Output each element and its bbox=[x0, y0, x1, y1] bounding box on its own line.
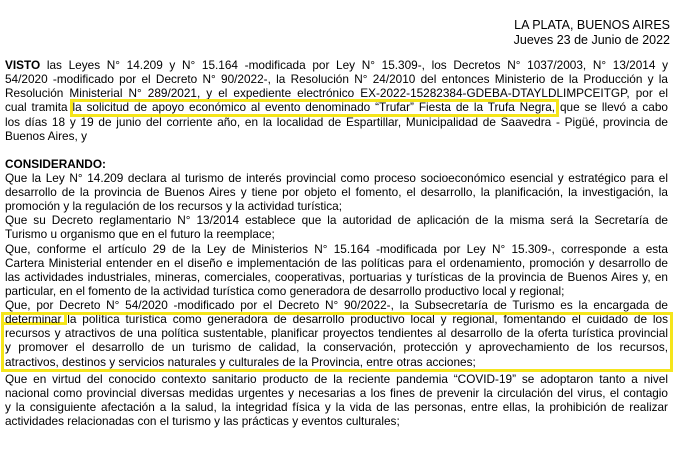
considerando-line: determinar la política turística como generadora de desarrollo productivo local y regional, fomentando el cuidado de los bbox=[5, 312, 668, 326]
visto-label: VISTO bbox=[5, 58, 41, 72]
considerando-line: Que, conforme el artículo 29 de la Ley de Ministerios N° 15.164 -modificada por Ley N° 15.309-, corresponde a esta bbox=[5, 242, 668, 256]
considerando-line: y promover el desarrollo de un turismo de calidad, la conservación, protección y aprovechamiento de los recursos, bbox=[5, 340, 668, 354]
considerando-line: nacional como provincial diversas medidas urgentes y necesarias a los fines de prevenir la circulación del virus, el contagio bbox=[5, 386, 668, 400]
visto-line: 54/2020 -modificado por el Decreto N° 90/2022-, la Resolución N° 24/2010 del entonces Ministerio de la Producción y la bbox=[5, 72, 668, 86]
visto-line: Buenos Aires, y bbox=[5, 129, 87, 143]
document-header bbox=[514, 18, 670, 48]
considerando-line: Que su Decreto reglamentario N° 13/2014 establece que la autoridad de aplicación de la misma será la Secretaría de bbox=[5, 213, 668, 227]
considerando-line: promoción y la regulación de los recursos y la actividad turística; bbox=[5, 199, 343, 213]
visto-line: Resolución Ministerial N° 289/2021, y el expediente electrónico EX-2022-15282384-GDEBA-DTAYLDLIMPCEITGP, por el bbox=[5, 86, 668, 100]
considerando-heading: CONSIDERANDO: bbox=[5, 157, 106, 171]
visto-line bbox=[5, 59, 668, 72]
considerando-line: particular, en el fomento de la actividad turística como generadora de desarrollo productivo local y regional; bbox=[5, 284, 565, 298]
considerando-line: Turismo u organismo que en el futuro la reemplace; bbox=[5, 227, 275, 241]
header-place: LA PLATA, BUENOS AIRES bbox=[514, 18, 670, 32]
considerando-line: Que en virtud del conocido contexto sanitario producto de la reciente pandemia “COVID-19” se adoptaron tanto a nivel bbox=[5, 372, 668, 386]
considerando-line: Que la Ley N° 14.209 declara al turismo de interés provincial como proceso socioeconómico esencial y estratégico para el bbox=[5, 171, 668, 185]
visto-line-text: las Leyes N° 14.209 y N° 15.164 -modificada por Ley N° 15.309-, los Decretos N° 1037/2003, N° 13/2014 y bbox=[40, 58, 668, 72]
considerando-line: las actividades industriales, mineras, comerciales, cooperativas, portuarias y turísticas de la provincia de Buenos Aires y, en bbox=[5, 270, 668, 284]
considerando-line: desarrollo de la provincia de Buenos Aires y tiene por objeto el fomento, el desarrollo, la planificación, la investigación, la bbox=[5, 185, 668, 199]
visto-line: cual tramita la solicitud de apoyo económico al evento denominado “Trufar” Fiesta de la Trufa Negra, que se llevó a cabo bbox=[5, 100, 668, 114]
considerando-line: atractivos, destinos y servicios naturales y culturales de la Provincia, entre otras acciones; bbox=[5, 355, 476, 369]
considerando-line: Que, por Decreto N° 54/2020 -modificado por el Decreto N° 90/2022-, la Subsecretaría de Turismo es la encargada de bbox=[5, 298, 668, 312]
considerando-line: recursos y atractivos de una política sustentable, planificar proyectos tendientes al desarrollo de la oferta turística provincial bbox=[5, 326, 668, 340]
visto-line: los días 18 y 19 de junio del corriente año, en la localidad de Espartillar, Municipalidad de Saavedra - Pigüé, provincia de bbox=[5, 115, 668, 129]
considerando-line: y la consiguiente afectación a la salud, la integridad física y la vida de las personas, entre ellas, la prohibición de realizar bbox=[5, 400, 668, 414]
considerando-line: Cartera Ministerial entender en el diseño e implementación de las políticas para el ordenamiento, promoción y desarrollo de bbox=[5, 256, 668, 270]
considerando-line: actividades relacionadas con el turismo y las prácticas y eventos culturales; bbox=[5, 414, 400, 428]
header-date: Jueves 23 de Junio de 2022 bbox=[513, 33, 670, 47]
